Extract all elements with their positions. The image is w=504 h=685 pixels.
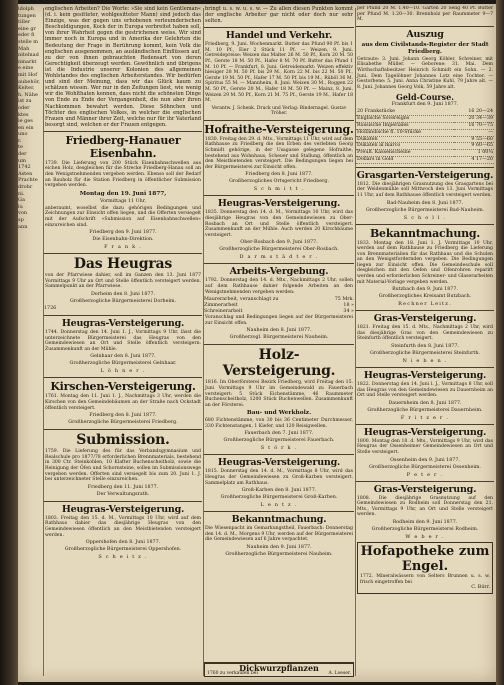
ad-signer: S c h m i t t . [253, 186, 305, 193]
ad-title: Gras-Versteigerung. [356, 310, 494, 324]
section-subtitle: aus dem Civilstands-Register der Stadt Friedberg. [361, 41, 489, 55]
cut-off-line: r. [18, 137, 22, 144]
cut-off-line: der [18, 151, 27, 158]
cut-off-text [18, 6, 42, 230]
course-row [356, 136, 494, 143]
ad-title: Heugras-Versteigerung. [356, 424, 494, 438]
ad-signature: Der Verwaltungsrath. [96, 491, 150, 497]
ad-place: Fauerbach den 7. Juni 1877. [244, 431, 314, 437]
ad-signature: Großherzogliche Bürgermeisterei Fauerbach. [223, 438, 335, 444]
ad-box [204, 663, 354, 677]
work-list [204, 297, 354, 315]
ad-title: Submission. [44, 429, 202, 448]
ad-text: Voranschlag und Bedingungen liegen auf der Bürgermeisterei zur Einsicht offen. [205, 315, 353, 326]
ad-signature: Großherzogliche Bürgermeisterei Bad-Nauheim. [365, 207, 485, 213]
ad-place: Nauheim den 8. Juni 1877. [246, 328, 312, 334]
ad-number: 1726 [44, 306, 57, 311]
ad-place: Oppershofen den 8. Juni 1877. [85, 540, 161, 546]
ad-signature: Die Eisenbahn-Direktion. [92, 237, 154, 243]
ad-title: Friedberg-Hanauer Eisenbahn. [44, 131, 202, 160]
ad-place: Groß-Karben den 8. Juni 1877. [241, 488, 317, 494]
ad-text: 1815. Donnerstag den 14. d. M., Vormittags 8 Uhr, wird das Heugras der Gemeindewiesen zu Groß-Karben versteigert. Sammelplatz am Rathhaus. [205, 469, 353, 486]
ad-text: 1800. Montag den 18. d. Mts., Vormittags 9 Uhr, wird das Heugras der Ossenheimer Gemeindewiesen an Ort und Stelle versteigert. [357, 438, 493, 455]
article-text: bringt u. s. w. u. s. w. — Zu allen diesen Punkten kommt der englische Arbeiter gar nicht oder doch nur sehr selten. [205, 6, 353, 25]
cut-off-line: lu [18, 203, 23, 210]
cut-off-line: ie ges [18, 118, 33, 125]
ad-title: Arbeits-Vergebung. [204, 263, 354, 277]
cut-off-line: Kelter, [18, 85, 35, 92]
book-spine [0, 0, 18, 685]
course-title: Geld-Course. [396, 92, 454, 103]
ad-box-title: Hofapotheke zum Engel. [360, 543, 490, 574]
ad-text: 1761. Montag den 11. Juni 1. J., Nachmittags 3 Uhr, werden die Kirschen von den Gemeindebäumen an der Straße nach Ockstadt öffentlich versteigert. [45, 394, 201, 411]
course-currency: Holländische fl. 10-Stücke [356, 129, 454, 136]
cut-off-line: um [18, 157, 26, 164]
ad-signature: Großherzogliche Bürgermeisterei Dauernheim. [367, 407, 483, 413]
ad-place: Gelnhaar den 8. Juni 1877. [90, 354, 156, 360]
course-value: 1 00¼ [454, 150, 494, 157]
ad-title: Hofraithe-Versteigerung. [204, 120, 354, 136]
course-value: 16 70—75 [454, 122, 494, 129]
ad-box-signer: A. Loeser. [328, 671, 351, 676]
cut-off-line: ktes [18, 111, 29, 118]
ad-signature: Großherzogliche Bürgermeisterei Ossenheim. [369, 464, 481, 470]
ad-place: Bad-Nauheim den 8. Juni 1877. [386, 200, 464, 206]
ad-title: Heugras-Versteigerung. [44, 501, 202, 515]
course-row [356, 129, 494, 136]
ad-title: Bekanntmachung. [204, 511, 354, 525]
ad-time: Vormittags 11 Uhr, [99, 198, 147, 204]
ad-text: anberaumt, woselbst die dazu gehörigen Bedingungen und Zeichnungen zur Einsicht offen liegen, und die Offerten versiegelt mit der Aufschrift »Submission auf Eisenbahnschwellen« einzureichen sind. [45, 205, 201, 228]
ad-signer: D a r m s t ä d t e r . [239, 254, 319, 261]
ad-text: 1833. Montag den 18. Juni 1. J. Vormittags 10 Uhr, werden auf dem Rathhause zu Friedberg die Lieferung von Brennmaterialien für das Rathhaus und die Schulen an den Wenigstfordernden vergeben. Die Bedingungen liegen zur Einsicht offen. Die Gemeindeschule soll desgleichen mit den Oefen und Ofenrohren reparirt werden und erforderlichen Schreiner- und Glaserarbeiten mit Material-Vorlage vergeben werden. [357, 240, 493, 285]
cut-off-line: h. Nähe [18, 91, 38, 98]
ad-signature: Großherzogliche Bürgermeisterei Friedberg. [68, 420, 178, 426]
cut-off-line: tungen [18, 12, 36, 19]
cut-off-line: stelle m [18, 38, 39, 45]
course-currency: Dukaten al marco [356, 143, 454, 150]
ad-place: Friedberg den 11. Juni 1877. [87, 484, 159, 490]
cut-off-line: 1742 [18, 164, 31, 171]
ad-text: 1816. Im Oberförsterei Bezirk Friedberg, wird Freitag den 15. Juni Vormittags 9 Uhr im Gemeindewald zu Fauerbach versteigert: 5 Stück Eichenstämme, 46 Raummeter Buchenscheitholz, 1200 Stück Buchenwellen. Zusammenkunft an der Försterei. [205, 380, 353, 408]
ad-place: Dauernheim den 8. Juni 1877. [388, 400, 462, 406]
ad-title: Heugras-Versteigerung. [204, 195, 354, 209]
column-1 [44, 6, 202, 678]
ad-place: Rodheim den 9. Juni 1877. [392, 519, 458, 525]
ad-text: 1830. Freitag den 29. d. Mts., Vormittags 11 Uhr, wird auf dem Rathhause zu Friedberg die den Erben des verlebten Georg Schmidt gehörige, in der Usagasse gelegene Hofraithe, bestehend aus Wohnhaus, Scheuer und Stallung, öffentlich an den Meistbietenden versteigert. Die Bedingungen liegen bei der Bürgermeisterei zur Einsicht offen. [205, 136, 353, 170]
course-row [356, 116, 494, 123]
ad-title: Heugras-Versteigerung. [356, 367, 494, 381]
ad-signer: Rechner Leitz. [398, 301, 452, 308]
section-title: Handel und Verkehr. [204, 27, 354, 41]
ad-signature: Großherzogliche Bürgermeisterei Steinfurth. [370, 351, 480, 357]
course-table [356, 109, 494, 163]
ad-signature: Großherzogliches Ortsgericht Friedberg. [228, 179, 330, 185]
section-title: Auszug [356, 26, 494, 40]
ad-signer: L ö h n e r . [100, 368, 146, 375]
ad-text: 1808. Die diesjährige Grasnutzung auf den Gemeindewiesen zu Rodheim soll Donnerstag den 21. Mts., Vormittags 9 Uhr, an Ort und Stelle versteigert werden. [357, 495, 493, 518]
ad-text: 680 Fichtenstämme, von 30 bis 36 Centimeter Durchmesser, 330 Fichtenstangen, 1 Kiefer, und 120 Reisigwellen. [205, 418, 353, 429]
course-row [356, 150, 494, 157]
work-cost: 34 » [343, 309, 354, 315]
cut-off-line: en ein [18, 124, 34, 131]
cut-off-line: Asten [18, 170, 33, 177]
course-row [356, 143, 494, 150]
course-value: 16 20—24 [454, 109, 494, 115]
ad-title: Das Heugras [44, 253, 202, 272]
course-value: 4 17—20 [454, 156, 494, 163]
ad-place: Friedberg den 8. Juni 1877. [245, 172, 313, 178]
cut-off-line: nmarkt [18, 58, 37, 65]
ad-title: Heugras-Versteigerung. [44, 315, 202, 329]
work-name: Schreinerarbeit [204, 309, 243, 315]
course-row [356, 156, 494, 163]
cut-off-line: sp [18, 217, 24, 223]
ad-text: 1792. Donnerstag den 14. d. Mts., Nachmittags 2 Uhr, sollen auf dem Rathhause dahier folgende Arbeiten an den Wenigstnehmenden vergeben werden: [205, 278, 353, 295]
ad-signer: F r i t z e r . [400, 414, 450, 421]
ad-signature: Großherzogliches Kreisamt Butzbach. [378, 294, 472, 300]
ad-signer: S t ö r k . [260, 445, 298, 452]
ad-place: Butzbach den 9. Juni 1877. [392, 287, 458, 293]
work-cost: 75 Mrk. [334, 297, 354, 303]
ad-signer: P e t e r . [406, 471, 444, 478]
ad-title: Kirschen-Versteigerung. [44, 377, 202, 393]
cut-off-line: Ga [18, 197, 25, 204]
imprint: Verantw. J. Schenk. Druck und Verlag: Bindernagel. Gustav Tröher. [211, 105, 347, 117]
ad-signer: L e n t z . [260, 502, 298, 509]
pharmacy-ad [357, 542, 493, 594]
cut-off-column [18, 6, 42, 678]
work-name: Zimmerarbeit [204, 303, 238, 309]
ad-title: Heugras-Versteigerung. [204, 454, 354, 468]
ad-signature: Großherzogl. Bürgermeisterei Nauheim. [229, 335, 329, 341]
cut-off-line: ann [18, 223, 28, 230]
ad-signature: Großherzogliche Bürgermeisterei Oppershofen. [64, 547, 182, 553]
cut-off-line: ni. [18, 190, 25, 197]
cut-off-line: nitelnad [18, 52, 39, 59]
course-currency: 20 Frankstücke [356, 109, 454, 115]
course-currency: Dollars in Gold [356, 156, 454, 163]
dickwurz-ad [204, 662, 354, 677]
ad-text: 1835. Donnerstag den 14. d. M., Vormittags 10 Uhr, wird das diesjährige Heugras von den Gemeindewiesen zu Ober-Rosbach an Ort und Stelle öffentlich versteigert. Zusammenkunft an der Mühle. Auch werden 20 Kirschbäume versteigert. [205, 210, 353, 238]
ad-signer: S c h o l l . [403, 214, 447, 221]
ad-title: Gras-Versteigerung. [356, 481, 494, 495]
ad-signer: F r a n k . [104, 244, 142, 251]
ad-box-text: 1772. Mineralwässern von Selters Brunnen u. s. w. frisch eingetroffen bei [360, 573, 490, 585]
ad-text: von der Pfarrwiese dahier, soll im Ganzen den 13. Juni 1877 Vormittags 9 Uhr an Ort und Stelle öffentlich versteigert werden. Sammelpunkt an der Pfarrwiese. [45, 273, 201, 290]
course-currency: Preuß. Kassenscheine [356, 150, 454, 157]
cut-off-line: te [18, 144, 23, 151]
ad-text: 1803. Freitag den 15. d. M., Vormittags 10 Uhr, wird auf dem Rathhaus dahier das diesjährige Heugras von den Gemeindewiesen öffentlich an den Meistbietenden versteigert werden. [45, 515, 201, 538]
ad-text: 1739. Die Lieferung von 200 Stück Eisenbahnschwellen aus eichen Holz, desgleichen für die Strecke Friedberg-Hanau soll an den Wenigstnehmenden vergeben werden. Ebenso soll der Bedarf an Bauholz für die Station Friedberg in öffentlicher Submission vergeben werden. [45, 160, 201, 189]
ad-place: Steinfurth den 8. Juni 1877. [391, 344, 459, 350]
course-subtitle: Frankfurt den 9. Juni 1877. [391, 102, 459, 108]
cut-off-line: Prachte [18, 177, 38, 184]
course-value: 9 55—60 [454, 136, 494, 143]
cut-off-line: e eine [18, 65, 34, 72]
ad-text: 1759. Die Lieferung des für das Verbandsgymnasium und Realschule pro 1877/78 erforderlichen Brennmaterials, bestehend in 300 Ctr. Steinkohlen, 10 Klafter Buchenscheitholz, sowie die Reinigung der Öfen und Schornsteine, sollen im Submissionswege vergeben werden. Offerten sind versiegelt bis zum 20. Juni 1. J. bei unterzeichneter Stelle einzureichen. [45, 449, 201, 483]
article-text: englischen Arbeiten? Die Worte: »Sie sind kein Gentleman« (d. i. kein gesitteter, wohlgesitteter Mann) sind jedoch das Einzige, was der gegen uns erhobenen verleumderischen Beschuldigungen, Kock der in Europa verbreitet haben soll, von ihrer Wahrheit gegen die gestrichenen weiss. Wir sind immer noch in Europa und in Amerika der Gelehrten die Bedeutung der Frage in Berührung kommt, kein Volk die englischen ausgenommen, an ausländischen Einflüssen auf, zu der von ihnen gebrauchten Redensart von deren Gerechtigkeit überzeugt werden. Gewöhnlich und übrigens ist die Industrie unserer Kolonien des allgemeinen Wohlstandes des englischen Arbeiterstandes. Wir bedürfen und sind der Meinung, dass wir das Glück kaum zu schätzen wissen. Wer nur in den Zeitungen liest, wie wenig wir die Wohlthaten kennen, dass nicht die schönsten Dinge von Ende zu Ende der Vergangenheit, die nun aber ihren Nachkommen bewahrt werden. Diese Söhnchen und Töchter des englischen Volkes, in welcher die englischen Frauen und Männer ihrer Zeit, welche nur für ihr Vaterland besorgt sind, welchen er der Frauen entgegen. [45, 6, 201, 128]
ad-box-title: Dickwurzpflanzen [239, 663, 319, 673]
ad-place: Nauheim den 9. Juni 1877. [246, 545, 312, 551]
market-report: Friedberg, 9. Juni. Wochenmarkt. Butter das Pfund 90 Pf. bis 1 M. 10 Pf., Eier 2 Stück 11 Pf. — Weizen, 9. Juni. Getreidepreise: Weizen das Malter 26 M. 50 Pf., Korn 20 M. 50 Pf., Gerste 18 M. 50 Pf., Hafer 8 M. 70 Pf. Butter das Pfund 1 M. 10 Pf. — Frankfurt, 8. Juni. Getreidemarkt: Weizen effektiv hiesiger 28 M. 50 Pf. bis 29 M., Korn 22 M. bis 22 M. 50 Pf., Gerste 19 M. 50 Pf., Hafer 17 M. 50 Pf. bis 19 M., Rüböl 36 M. Spiritus 55 M. — Mannheim, 8. Juni. Weizen 30 M., Roggen 22 M. 50 Pf., Gerste 20 M., Hafer 18 M. 50 Pf. — Mainz, 8. Juni. Weizen 29 M. 50 Pf., Korn 21 M. 75 Pf., Gerste 19 M., Hafer 18 M. [205, 42, 353, 104]
cut-off-line: drohr [18, 184, 33, 191]
course-currency: Russische Imperiales [356, 122, 454, 129]
cut-off-line: ldolph [18, 6, 34, 12]
ad-text: 1821. Freitag den 15. d. Mts., Nachmittags 2 Uhr, wird das diesjährige Gras von den Gemeindewiesen zu Steinfurth öffentlich versteigert. [357, 325, 493, 342]
ad-text: Die Wiesenpacht im Gemarkungstheil, Fauerbach: Donnerstag den 14. d. M., Morgens 9 Uhr, werden auf der Bürgermeisterei die Gemeindewiesen auf 6 Jahre verpachtet. [205, 526, 353, 543]
ad-place: Ossenheim den 9. Juni 1877. [390, 457, 460, 463]
ad-place: Friedberg den 8. Juni 1877. [89, 413, 157, 419]
ad-text: 1744. Donnerstag den 14. Juni 1. J., Vormittags 9 Uhr, lässt die unterzeichnete Bürgermeisterei das Heugras von den Gemeindewiesen an Ort und Stelle öffentlich versteigern. Zusammenkunft an der Mühle. [45, 330, 201, 352]
course-currency: Englische Sovereigns [356, 116, 454, 123]
work-cost: 18 » [343, 303, 354, 309]
course-row [356, 122, 494, 129]
ad-place: Ober-Rosbach den 9. Juni 1877. [240, 240, 318, 246]
cut-off-line: tiller [18, 19, 31, 26]
ad-signer: W e b e r . [405, 533, 445, 540]
ad-signer: N i e b e n . [402, 358, 448, 365]
ad-subtitle: Bau- und Werkholz. [246, 410, 312, 417]
ad-signature: Großherzogliche Bürgermeisterei Groß-Karben. [220, 495, 338, 501]
page-edge [496, 0, 504, 685]
ad-title: Grasgarten-Versteigerung. [356, 167, 494, 181]
ad-title: Holz-Versteigerung. [204, 344, 354, 379]
ad-signature: Großherzogliche Bürgermeisterei Nauheim. [225, 552, 333, 558]
cut-off-line: eder fi [18, 32, 35, 39]
price-text: per Pfund 20 M. 1.40—10. Garten 20 Selig 40 Pf. Butter per Pfund M. 1.20—30. Brennholz per Raummeter 9—7 M. [357, 6, 493, 23]
course-value: 20 34—39 [454, 116, 494, 123]
work-name: Maurerarbeit, veranschlagt zu [204, 297, 279, 303]
ad-box-text: 1760 zu verkaufen bei [207, 671, 258, 676]
cut-off-line: aubehör, [18, 78, 41, 85]
ad-signature: Großherzogliche Bürgermeisterei Rodheim. [371, 526, 479, 532]
ad-place: Dorheim den 8. Juni 1877. [90, 292, 156, 297]
ad-signature: Großherzogliche Bürgermeisterei Gelnhaar. [69, 361, 177, 367]
ad-date: Montag den 19. Juni 1877, [79, 190, 167, 197]
ad-signer: S c h e i t z . [98, 554, 148, 561]
cut-off-line: oder [18, 104, 30, 111]
ad-box-signer: C. Bürr. [471, 585, 490, 591]
ad-text: 1812. Die diesjährigen Grasnutzung des Grasgartens bei der Weidenmühle soll Mittwoch den 13. Juni Vormittags 11 Uhr, auf dem Rathhause öffentlich versteigert werden. [357, 181, 493, 198]
ad-title: Bekanntmachung. [356, 224, 494, 240]
course-currency: Dukaten [356, 136, 454, 143]
course-value: — [454, 129, 494, 136]
ad-signature: Großherzogliche Bürgermeisterei Dorheim. [69, 299, 177, 304]
cut-off-line: ist zu [18, 98, 32, 105]
column-3 [356, 6, 494, 678]
newspaper-page [18, 4, 496, 682]
course-value: 9 60—65 [454, 143, 494, 150]
cut-off-line: Mah [18, 45, 30, 52]
cut-off-line: mit Hof [18, 71, 38, 78]
register-text: Getraute: 3. Juni. Johann Georg Köhler, Schreiner, mit Elisabethe Müller. — Geborene: 31. Mai. Dem Wirthschaftsbesitzer Heinrich Schmidt ein Sohn. — 2. Juni. Dem Tagelöhner Johannes Lotz eine Tochter. — Gestorbene: 5. Juni. Anna Christine Kuhl, 79 Jahre alt. — 8. Juni. Johannes Georg Volk, 59 Jahre alt. [357, 56, 493, 90]
cut-off-line: von [18, 210, 28, 217]
cut-off-line: uno [18, 131, 28, 138]
ad-text: 1822. Donnerstag den 14. Juni l. J., Vormittags 8 Uhr, soll das Heugras von den Gemeindewiesen zu Dauernheim an Ort und Stelle versteigert werden. [357, 382, 493, 399]
ad-place: Friedberg den 9. Juni 1877. [89, 230, 157, 236]
ad-signature: Großherzogliche Bürgermeisterei Ober-Rosbach. [219, 247, 339, 253]
cut-off-line: eine gr [18, 25, 36, 32]
column-2 [204, 6, 354, 678]
